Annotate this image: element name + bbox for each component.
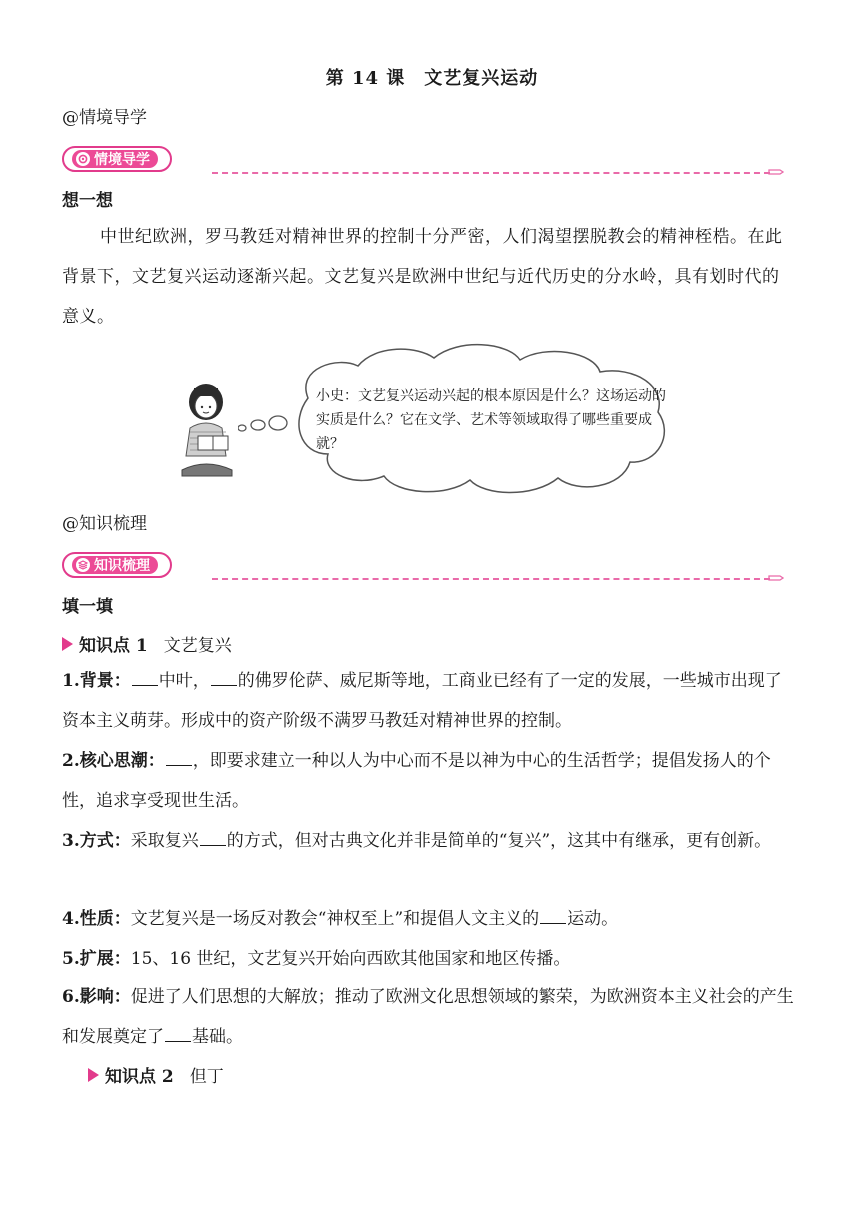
list-item: 3.方式：采取复兴 的方式，但对古典文化并非是简单的“复兴”，这其中有继承，更有创新。 xyxy=(62,831,772,851)
triangle-marker-icon xyxy=(62,637,73,651)
target-icon xyxy=(76,152,90,166)
anchor-link-knowledge[interactable]: @知识梳理 xyxy=(62,514,147,534)
answer-blank[interactable] xyxy=(211,671,237,686)
section-banner-knowledge xyxy=(62,552,784,582)
book-stack-icon xyxy=(76,558,90,572)
lesson-title: 第 14 课 文艺复兴运动 xyxy=(325,68,539,89)
answer-blank[interactable] xyxy=(166,751,192,766)
subhead-fill: 填一填 xyxy=(62,597,113,617)
banner-label: 情境导学 xyxy=(94,152,150,168)
subhead-think: 想一想 xyxy=(62,191,113,211)
triangle-marker-icon xyxy=(88,1068,99,1082)
banner-divider xyxy=(212,172,770,174)
banner-divider xyxy=(212,578,770,580)
section-banner-situation xyxy=(62,146,784,176)
list-item: 2.核心思潮： ，即要求建立一种以人为中心而不是以神为中心的生活哲学；提倡发扬人的个性，追求享受现世生活。 xyxy=(62,751,771,811)
knowledge-point-1: 知识点 1 文艺复兴 xyxy=(62,631,232,656)
banner-pill xyxy=(62,146,172,172)
answer-blank[interactable] xyxy=(165,1027,191,1042)
thought-text: 小史：文艺复兴运动兴起的根本原因是什么？这场运动的实质是什么？它在文学、艺术等领域取得了哪些重要成就？ xyxy=(316,388,666,452)
knowledge-point-2: 知识点 2 但丁 xyxy=(88,1062,224,1087)
pencil-icon xyxy=(768,166,784,178)
banner-label: 知识梳理 xyxy=(94,558,150,574)
answer-blank[interactable] xyxy=(200,831,226,846)
list-item: 6.影响：促进了人们思想的大解放；推动了欧洲文化思想领域的繁荣，为欧洲资本主义社会的产生和发展奠定了 基础。 xyxy=(62,987,794,1047)
answer-blank[interactable] xyxy=(132,671,158,686)
anchor-link-situation[interactable]: @情境导学 xyxy=(62,108,147,128)
intro-paragraph: 中世纪欧洲，罗马教廷对精神世界的控制十分严密，人们渴望摆脱教会的精神桎梏。在此背景下，文艺复兴运动逐渐兴起。文艺复兴是欧洲中世纪与近代历史的分水岭，具有划时代的意义。 xyxy=(62,227,783,327)
answer-blank[interactable] xyxy=(540,909,566,924)
list-item: 1.背景： 中叶， 的佛罗伦萨、威尼斯等地，工商业已经有了一定的发展，一些城市出现了资本主义萌芽。形成中的资产阶级不满罗马教廷对精神世界的控制。 xyxy=(62,671,782,731)
student-illustration xyxy=(176,380,240,478)
list-item: 5.扩展：15、16 世纪，文艺复兴开始向西欧其他国家和地区传播。 xyxy=(62,949,571,969)
banner-pill xyxy=(62,552,172,578)
pencil-icon xyxy=(768,572,784,584)
list-item: 4.性质：文艺复兴是一场反对教会“神权至上”和提倡人文主义的 运动。 xyxy=(62,909,619,929)
